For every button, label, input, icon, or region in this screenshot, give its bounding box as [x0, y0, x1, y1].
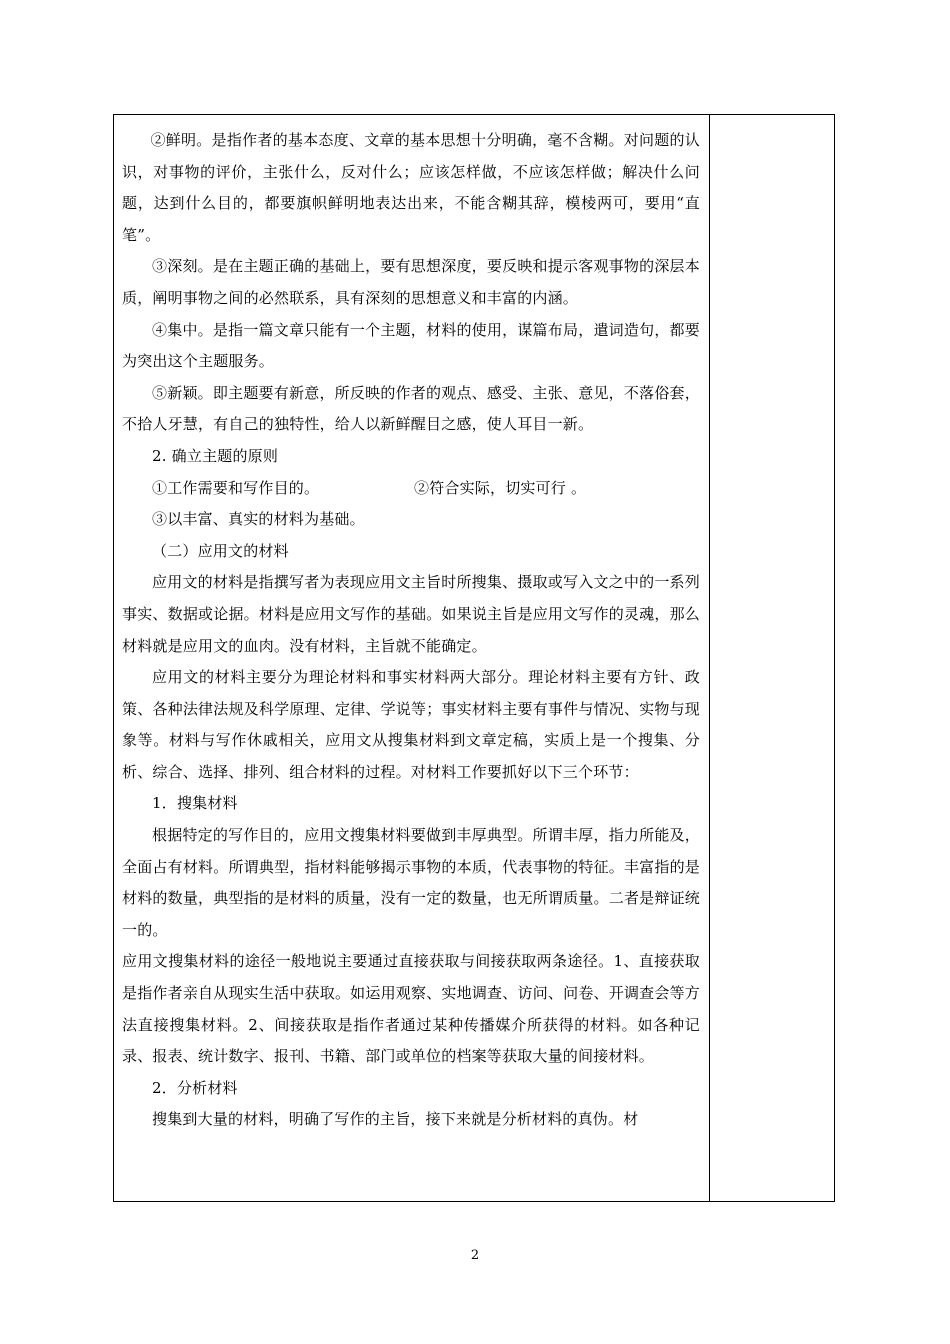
paragraph-novel: ⑤新颖。即主题要有新意，所反映的作者的观点、感受、主张、意见，不落俗套，不拾人牙慧，有自己的独特性，给人以新鲜醒目之感，使人耳目一新。 [122, 383, 700, 434]
paragraph-analyze: 搜集到大量的材料，明确了写作的主旨，接下来就是分析材料的真伪。材 [152, 1110, 639, 1129]
principle-3: ③以丰富、真实的材料为基础。 [152, 510, 365, 529]
principle-2: ②符合实际，切实可行 。 [414, 478, 587, 497]
paragraph-profound: ③深刻。是在主题正确的基础上，要有思想深度，要反映和提示客观事物的深层本质，阐明事物之间的必然联系，具有深刻的思想意义和丰富的内涵。 [122, 257, 700, 307]
principles-row [122, 473, 700, 505]
heading-materials: （二）应用文的材料 [152, 541, 289, 560]
principle-1: ①工作需要和写作目的。 [152, 478, 320, 497]
content-table [113, 114, 835, 1202]
paragraph-focused: ④集中。是指一篇文章只能有一个主题，材料的使用，谋篇布局，遣词造句，都要为突出这个主题服务。 [122, 320, 700, 371]
column-divider [709, 115, 710, 1201]
paragraph-collect-ways: 应用文搜集材料的途径一般地说主要通过直接获取与间接获取两条途径。1、直接获取是指作者亲自从现实生活中获取。如运用观察、实地调查、访问、问卷、开调查会等方法直接搜集材料。2、间接获取是指作者通过某种传播媒介所获得的材料。如各种记录、报表、统计数字、报刊、书籍、部门或单位的档案等获取大量的间接材料。 [122, 952, 700, 1066]
main-text-cell [122, 125, 700, 1136]
heading-analyze: 2．分析材料 [152, 1078, 238, 1097]
paragraph-vivid: ②鲜明。是指作者的基本态度、文章的基本思想十分明确，毫不含糊。对问题的认识，对事物的评价，主张什么，反对什么；应该怎样做，不应该怎样做；解决什么问题，达到什么目的，都要旗帜鲜明地表达出来，不能含糊其辞，模棱两可，要用“直笔”。 [122, 131, 700, 244]
paragraph-materials-types: 应用文的材料主要分为理论材料和事实材料两大部分。理论材料主要有方针、政策、各种法律法规及科学原理、定律、学说等；事实材料主要有事件与情况、实物与现象等。材料与写作休戚相关，应用文从搜集材料到文章定稿，实质上是一个搜集、分析、综合、选择、排列、组合材料的过程。对材料工作要抓好以下三个环节： [122, 668, 700, 781]
paragraph-materials-definition: 应用文的材料是指撰写者为表现应用文主旨时所搜集、摄取或写入文之中的一系列事实、数据或论据。材料是应用文写作的基础。如果说主旨是应用文写作的灵魂，那么材料就是应用文的血肉。没有材料，主旨就不能确定。 [122, 573, 700, 655]
page-number: 2 [470, 1248, 480, 1263]
heading-collect: 1．搜集材料 [152, 794, 238, 813]
paragraph-collect: 根据特定的写作目的，应用文搜集材料要做到丰厚典型。所谓丰厚，指力所能及，全面占有材料。所谓典型，指材料能够揭示事物的本质，代表事物的特征。丰富指的是材料的数量，典型指的是材料的质量，没有一定的数量，也无所谓质量。二者是辩证统一的。 [122, 826, 700, 939]
heading-principles: 2. 确立主题的原则 [152, 446, 279, 465]
